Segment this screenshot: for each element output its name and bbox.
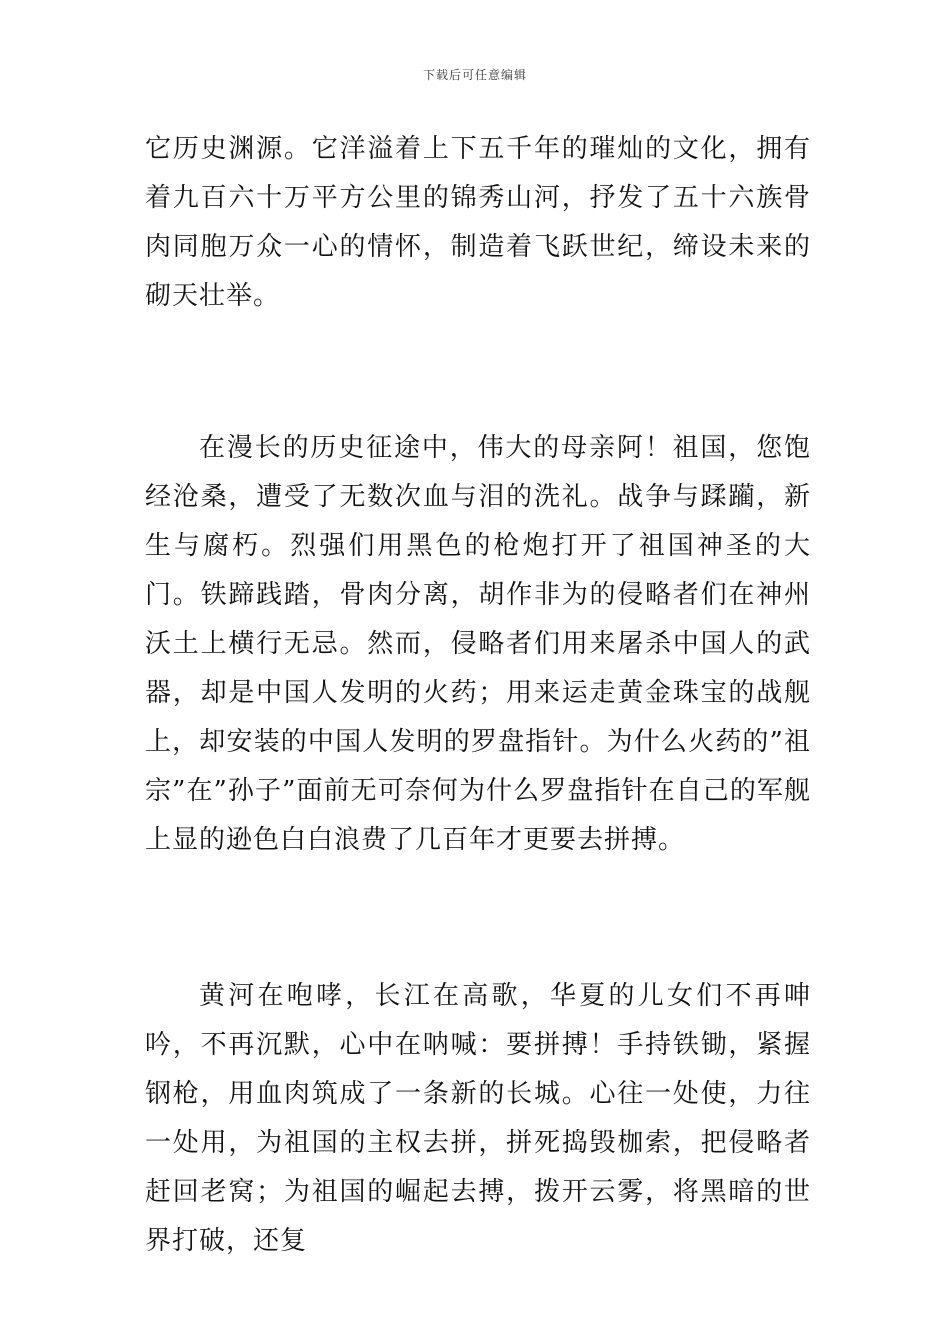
paragraph-3: 黄河在咆哮，长江在高歌，华夏的儿女们不再呻吟，不再沉默，心中在呐喊：要拼搏！手持铁锄，紧握钢枪，用血肉筑成了一条新的长城。心往一处使，力往一处用，为祖国的主权去拼，拼死捣毁枷索，把侵略者赶回老窝；为祖国的崛起去搏，拨开云雾，将黑暗的世界打破，还复 [145,981,811,1256]
page-header-note: 下载后可任意编辑 [422,68,527,82]
paragraph-2: 在漫长的历史征途中，伟大的母亲阿！祖国，您饱经沧桑，遭受了无数次血与泪的洗礼。战争与蹂躏，新生与腐朽。烈强们用黑色的枪炮打开了祖国神圣的大门。铁蹄践踏，骨肉分离，胡作非为的侵略者们在神州沃土上横行无忌。然而，侵略者们用来屠杀中国人的武器，却是中国人发明的火药；用来运走黄金珠宝的战舰上，却安装的中国人发明的罗盘指针。为什么火药的”祖宗”在”孙子”面前无可奈何为什么罗盘指针在自己的军舰上显的逊色白白浪费了几百年才更要去拼搏。 [145,433,811,855]
paragraph-1: 它历史渊源。它洋溢着上下五千年的璀灿的文化，拥有着九百六十万平方公里的锦秀山河，抒发了五十六族骨肉同胞万众一心的情怀，制造着飞跃世纪，缔设未来的砌天壮举。 [145,134,811,311]
